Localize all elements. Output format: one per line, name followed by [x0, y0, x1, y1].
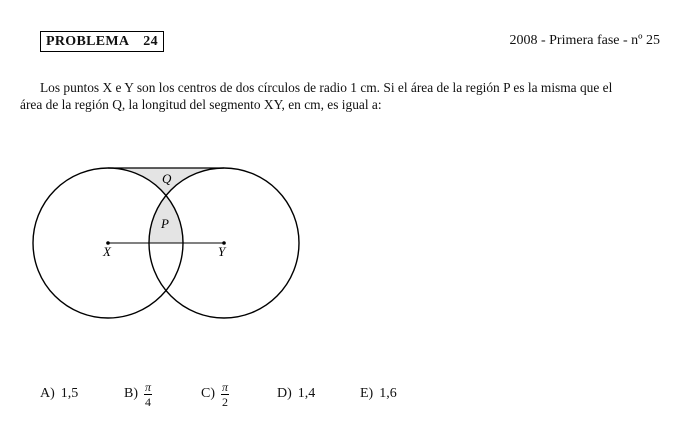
problem-header-box: [40, 31, 164, 52]
answer-options: [40, 380, 480, 410]
statement-line-1: Los puntos X e Y son los centros de dos círculos de radio 1 cm. Si el área de la región P es la misma que el: [40, 80, 613, 95]
option-a[interactable]: [40, 380, 78, 408]
option-b-fraction: [144, 381, 152, 408]
option-b[interactable]: [124, 380, 152, 408]
option-c-denominator: 2: [222, 394, 228, 409]
option-e-value: 1,6: [379, 386, 397, 401]
option-b-letter: B): [124, 386, 138, 401]
option-d[interactable]: [277, 380, 315, 408]
problem-label: PROBLEMA: [46, 34, 130, 49]
option-d-letter: D): [277, 386, 292, 401]
geometry-figure: [0, 150, 340, 330]
label-y: Y: [218, 244, 226, 259]
problem-statement: [20, 79, 670, 113]
label-x: X: [103, 244, 111, 259]
problem-source: 2008 - Primera fase - nº 25: [509, 33, 660, 48]
option-c-numerator: π: [222, 379, 229, 394]
label-q: Q: [162, 171, 172, 186]
label-p: P: [161, 216, 169, 231]
option-a-value: 1,5: [60, 386, 79, 401]
option-c-fraction: [221, 381, 229, 408]
option-b-denominator: 4: [145, 394, 151, 409]
problem-number: 24: [143, 34, 158, 49]
option-b-numerator: π: [145, 379, 152, 394]
option-a-letter: A): [40, 386, 55, 401]
statement-line-2: área de la región Q, la longitud del segmento XY, en cm, es igual a:: [20, 97, 382, 112]
option-e[interactable]: [360, 380, 397, 408]
option-c-letter: C): [201, 386, 215, 401]
option-d-value: 1,4: [297, 386, 316, 401]
option-e-letter: E): [360, 386, 374, 401]
option-c[interactable]: [201, 380, 229, 408]
